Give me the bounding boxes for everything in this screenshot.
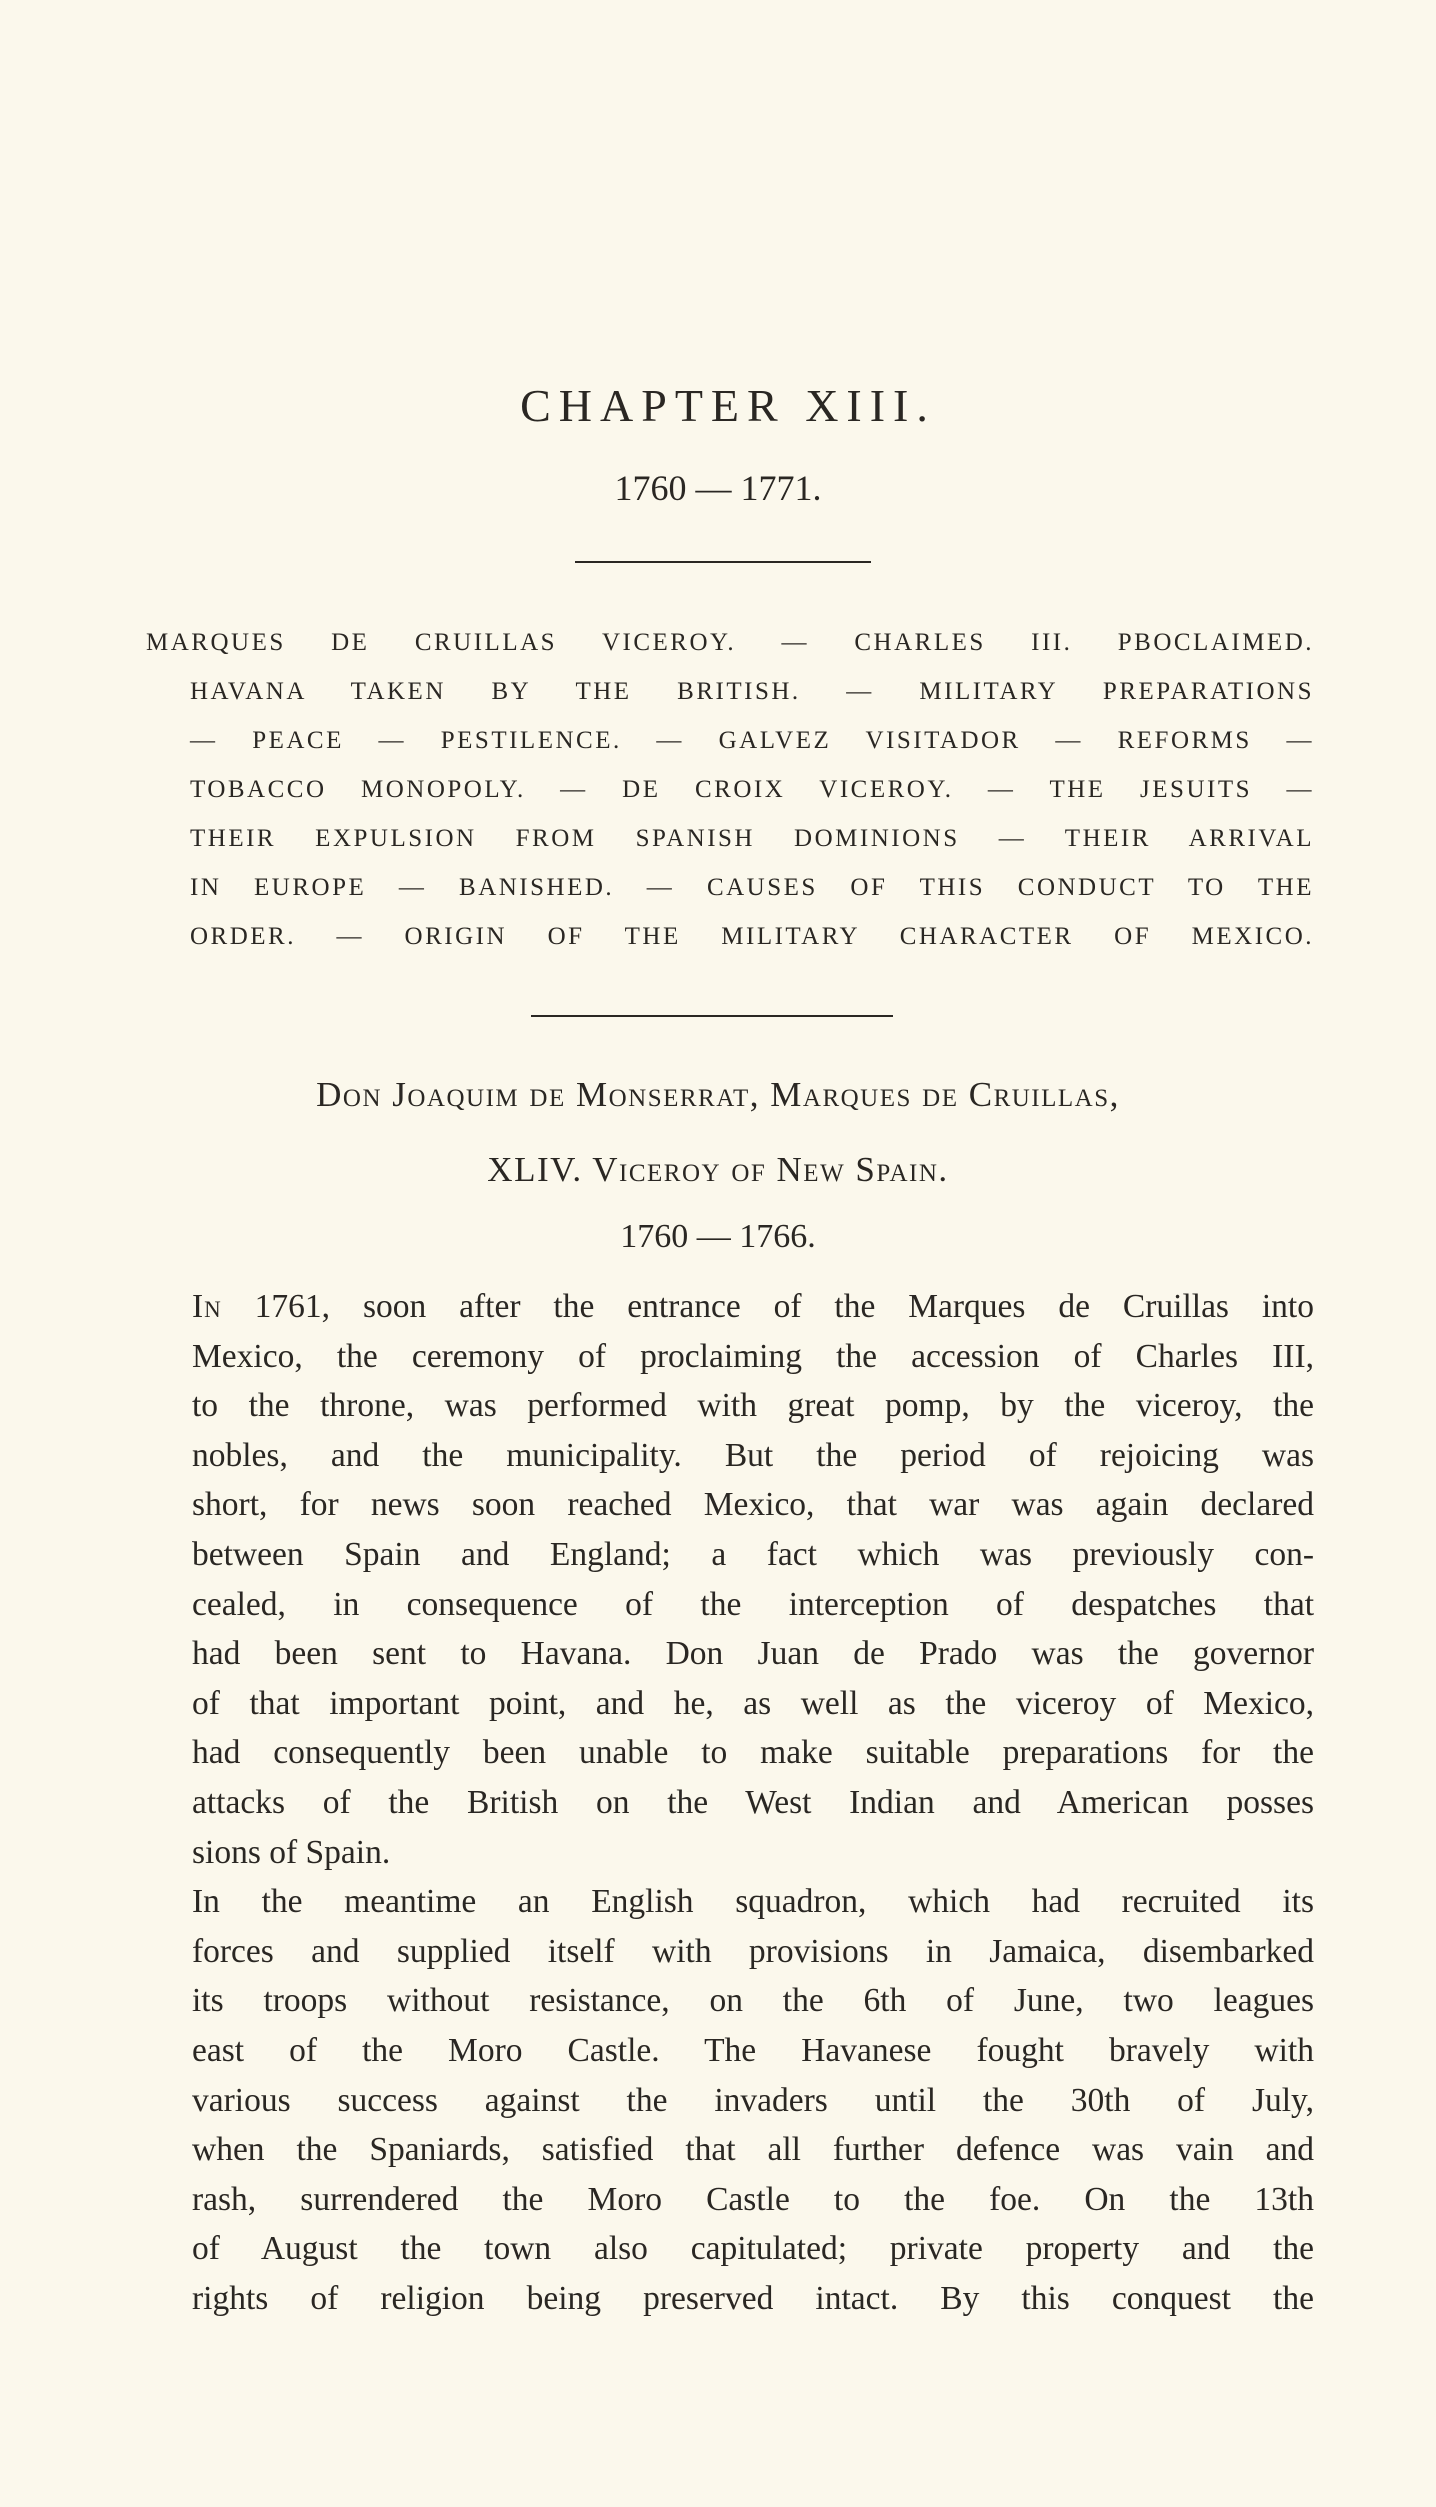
body-line: had been sent to Havana. Don Juan de Prado was the governor xyxy=(192,1635,1314,1673)
section-years: 1760 — 1766. xyxy=(620,1218,816,1255)
body-line: when the Spaniards, satisfied that all further defence was vain and xyxy=(192,2131,1314,2169)
body-line: cealed, in consequence of the interception of despatches that xyxy=(192,1585,1314,1623)
summary-line: — PEACE — PESTILENCE. — GALVEZ VISITADOR — REFORMS — xyxy=(190,727,1314,754)
heading-divider xyxy=(575,561,871,563)
body-line: sions of Spain. xyxy=(192,1833,391,1871)
summary-line: MARQUES DE CRUILLAS VICEROY. — CHARLES III. PBOCLAIMED. xyxy=(146,629,1314,656)
body-line: short, for news soon reached Mexico, that war was again declared xyxy=(192,1486,1314,1524)
body-line: rights of religion being preserved intact. By this conquest the xyxy=(192,2279,1314,2317)
section-subtitle: XLIV. Viceroy of New Spain. xyxy=(487,1150,949,1189)
summary-line: HAVANA TAKEN BY THE BRITISH. — MILITARY PREPARATIONS xyxy=(190,678,1314,705)
body-line: In the meantime an English squadron, which had recruited its xyxy=(192,1883,1314,1921)
body-line: nobles, and the municipality. But the period of rejoicing was xyxy=(192,1436,1314,1474)
summary-line: ORDER. — ORIGIN OF THE MILITARY CHARACTER OF MEXICO. xyxy=(190,923,1314,950)
section-title: Don Joaquim de Monserrat, Marques de Cruillas, xyxy=(316,1075,1120,1114)
summary-line: THEIR EXPULSION FROM SPANISH DOMINIONS — THEIR ARRIVAL xyxy=(190,825,1314,852)
body-line xyxy=(192,1282,1314,1332)
chapter-years: 1760 — 1771. xyxy=(614,468,822,508)
body-line-text: 1761, soon after the entrance of the Marques de Cruillas into xyxy=(221,1288,1314,1325)
body-line: of that important point, and he, as well as the viceroy of Mexico, xyxy=(192,1684,1314,1722)
body-line: its troops without resistance, on the 6th of June, two leagues xyxy=(192,1982,1314,2020)
body-line: rash, surrendered the Moro Castle to the foe. On the 13th xyxy=(192,2180,1314,2218)
opening-word: In xyxy=(192,1288,222,1325)
body-line: attacks of the British on the West Indian and American posses xyxy=(192,1783,1314,1821)
body-line: to the throne, was performed with great pomp, by the viceroy, the xyxy=(192,1387,1314,1425)
chapter-heading: CHAPTER XIII. xyxy=(520,380,936,431)
body-line: Mexico, the ceremony of proclaiming the accession of Charles III, xyxy=(192,1337,1314,1375)
body-text xyxy=(192,1282,1314,2323)
chapter-summary xyxy=(146,618,1314,961)
summary-line: IN EUROPE — BANISHED. — CAUSES OF THIS CONDUCT TO THE xyxy=(190,874,1314,901)
body-line: had consequently been unable to make suitable preparations for the xyxy=(192,1734,1314,1772)
body-line: forces and supplied itself with provisions in Jamaica, disembarked xyxy=(192,1932,1314,1970)
body-line: between Spain and England; a fact which was previously con- xyxy=(192,1535,1314,1573)
body-line: various success against the invaders until the 30th of July, xyxy=(192,2081,1314,2119)
summary-divider xyxy=(531,1015,893,1017)
summary-line: TOBACCO MONOPOLY. — DE CROIX VICEROY. — THE JESUITS — xyxy=(190,776,1314,803)
body-line: of August the town also capitulated; private property and the xyxy=(192,2230,1314,2268)
body-line: east of the Moro Castle. The Havanese fought bravely with xyxy=(192,2031,1314,2069)
